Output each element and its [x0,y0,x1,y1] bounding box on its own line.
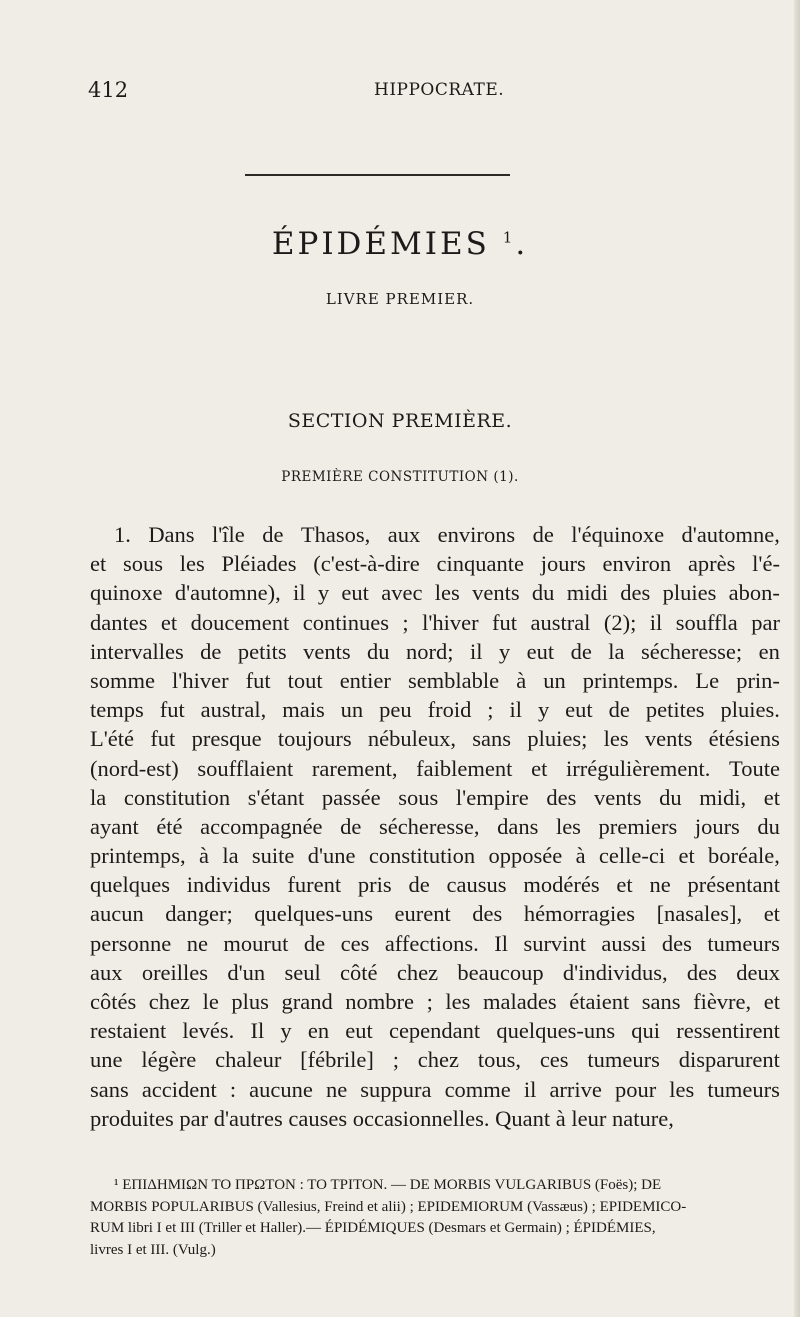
page-header [88,78,778,108]
body-line: côtés chez le plus grand nombre ; les malades étaient sans fièvre, et [90,989,780,1014]
book-heading: LIVRE PREMIER. [325,290,475,308]
body-line: personne ne mourut de ces affections. Il survint aussi des tumeurs [90,930,780,956]
body-line: quelques individus furent pris de causus modérés et ne présentant [90,872,780,898]
body-line: restaient levés. Il y en eut cependant quelques-uns qui ressentirent [90,1018,780,1044]
body-line: une légère chaleur [fébrile] ; chez tous, ces tumeurs disparurent [90,1047,780,1073]
running-head: HIPPOCRATE. [374,80,505,100]
body-line: la constitution s'étant passée sous l'empire des vents du midi, et [90,784,780,810]
body-line: sans accident : aucune ne suppura comme il arrive pour les tumeurs [90,1076,780,1102]
body-line: aux oreilles d'un seul côté chez beaucoup d'individus, des deux [90,959,780,985]
work-title-text: ÉPIDÉMIES [271,226,490,262]
body-line: 1. Dans l'île de Thasos, aux environs de l'équinoxe d'automne, [114,522,780,547]
work-title [0,226,800,262]
footnote-line: ¹ ΕΠΙΔΗΜΙΩΝ ΤΟ ΠΡΩΤΟΝ : ΤΟ ΤΡΙΤΟΝ. — DE MORBIS VULGARIBUS (Foës); DE [114,1177,662,1193]
body-line: produites par d'autres causes occasionnelles. Quant à leur nature, [90,1105,674,1131]
page-number: 412 [88,78,129,102]
body-line: (nord-est) soufflaient rarement, faiblement et irrégulièrement. Toute [90,755,780,781]
body-line: dantes et doucement continues ; l'hiver fut austral (2); il souffla par [90,609,780,635]
header-rule [245,174,510,176]
footnote-line: MORBIS POPULARIBUS (Vallesius, Freind et alii) ; EPIDEMIORUM (Vassæus) ; EPIDEMICO- [90,1198,687,1215]
constitution-heading: PREMIÈRE CONSTITUTION (1). [281,469,519,485]
title-period: . [515,226,529,262]
body-line: aucun danger; quelques-uns eurent des hémorragies [nasales], et [90,901,780,927]
page-edge [794,0,800,1317]
title-footnote-mark: 1 [502,228,516,247]
body-line: printemps, à la suite d'une constitution opposée à celle-ci et boréale, [90,843,780,869]
section-heading: SECTION PREMIÈRE. [287,410,513,432]
footnote-line: RUM libri I et III (Triller et Haller).— ÉPIDÉMIQUES (Desmars et Germain) ; ÉPIDÉMIES, [90,1220,656,1236]
body-line: temps fut austral, mais un peu froid ; il y eut de petites pluies. [90,697,780,723]
body-line: quinoxe d'automne), il y eut avec les vents du midi des pluies abon- [90,580,780,606]
body-line: ayant été accompagnée de sécheresse, dans les premiers jours du [90,813,780,839]
footnotes [90,1175,780,1261]
footnote-line: livres I et III. (Vulg.) [90,1241,216,1258]
body-line: et sous les Pléiades (c'est-à-dire cinquante jours environ après l'é- [90,551,780,577]
body-text [90,520,780,1133]
body-line: intervalles de petits vents du nord; il y eut de la sécheresse; en [90,638,780,664]
body-line: L'été fut presque toujours nébuleux, sans pluies; les vents étésiens [90,726,780,752]
body-line: somme l'hiver fut tout entier semblable à un printemps. Le prin- [90,667,780,693]
